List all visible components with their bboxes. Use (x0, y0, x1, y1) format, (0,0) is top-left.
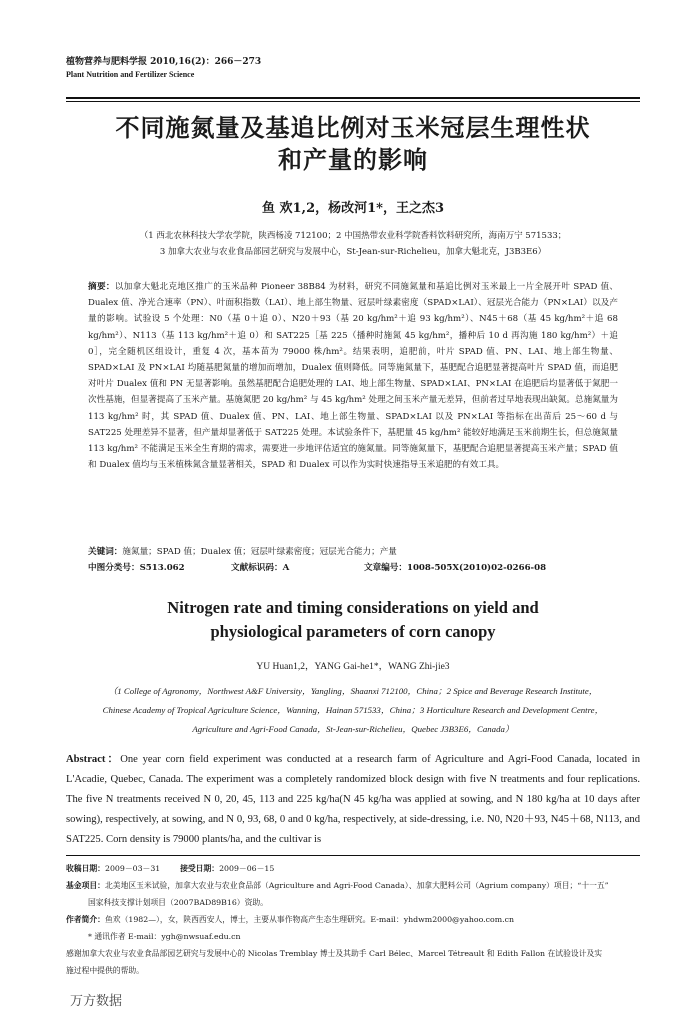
author-bio-label: 作者简介： (66, 915, 105, 924)
header-rule-thin (66, 101, 640, 102)
acknowledgement-2: 施过程中提供的帮助。 (66, 966, 144, 975)
fund-text-2: 国家科技支撑计划项目（2007BAD89B16）资助。 (88, 898, 268, 907)
abstract-en (66, 750, 640, 850)
journal-header (66, 56, 640, 81)
abstract-en-text: One year corn field experiment was conducted at a research farm of Agriculture and Agri-Food Canada, located in L'Acadie, Quebec, Canada. The experiment was a completely randomized block design with five N treatments and four replications. The five N treatments received N 0, 20, 45, 113 and 225 kg/ha(N 45 kg/ha was applied at sowing, and N 180 kg/ha at 10 days after sowing), respectively, at sowing, and N 0, 93, 68, 0 and 0 kg/ha, respectively, at side-dressing, i.e. N0, N20＋93, N45＋68, N113, and SAT225. Corn density is 79000 plants/ha, and the cultivar is (66, 754, 641, 845)
abstract-cn-text: 以加拿大魁北克地区推广的玉米品种 Pioneer 38B84 为材料，研究不同施氮量和基追比例对玉米最上一片全展开叶 SPAD 值、Dualex 值、净光合速率（PN）、叶面积指数（LAI）、地上部生物量、冠层叶绿素密度（SPAD×LAI）、冠层光合能力（PN×LAI）以及产量的影响。试验设 5 个处理：N0（基 0＋追 0）、N20＋93（基 20 kg/hm²＋追 93 kg/hm²）、N45＋68（基 45 kg/hm²＋追 68 kg/hm²）、N113（基 113 kg/hm²＋追 0）和 SAT225［基 225（播种时施氮 45 kg/hm²，播种后 10 d 再沟施 180 kg/hm²）＋追 0］，完全随机区组设计，重复 4 次，基本苗为 79000 株/hm²。结果表明，追肥前，叶片 SPAD 值、PN、LAI、地上部生物量、SPAD×LAI 及 PN×LAI 均随基肥氮量的增加而增加，Dualex 值则降低。同等施氮量下，基肥配合追肥显著提高叶片 SPAD 值，而追肥对叶片 Dualex 值和 PN 无显著影响。虽然基肥配合追肥处理的 LAI、地上部生物量、SPAD×LAI、PN×LAI 在追肥后均显著低于氮肥一次性基施，但显著提高了玉米产量。基施氮肥 20 kg/hm² 与 45 kg/hm² 处理之间玉米产量无差异，但前者过早地表现出缺氮。总施氮量为 113 kg/hm² 时，其 SPAD 值、Dualex 值、PN、LAI、地上部生物量、SPAD×LAI 以及 PN×LAI 等指标在出苗后 25～60 d 与 SAT225 处理差异不显著，但产量却显著低于 SAT225 处理。本试验条件下，基肥量 45 kg/hm² 能较好地满足玉米前期生长，但总施氮量 113 kg/hm² 不能满足玉米全生育期的需求，需要进一步地评估适宜的施氮量。同等施氮量下，基肥配合追肥显著提高玉米产量；SPAD 值和 Dualex 值均与玉米植株氮含量显著相关，SPAD 和 Dualex 可以作为实时快速指导玉米追肥的有效工具。 (88, 282, 618, 471)
author-bio-line (66, 911, 640, 928)
author-bio-text: 鱼欢（1982—），女，陕西西安人，博士，主要从事作物高产生态生理研究。E-mail：yhdwm2000@yahoo.com.cn (104, 915, 514, 924)
footnote-rule (66, 855, 640, 856)
journal-line-cn: 植物营养与肥料学报 2010,16(2)：266－273 (66, 57, 262, 67)
header-rule-thick (66, 97, 640, 99)
abstract-cn-label: 摘要： (88, 282, 115, 292)
document-code: 文献标识码：A (231, 563, 290, 573)
keywords-cn-label: 关键词： (88, 547, 123, 557)
affiliation-cn-line2: 3 加拿大农业与农业食品部园艺研究与发展中心，St-Jean-sur-Richelieu，加拿大魁北克，J3B3E6） (159, 247, 547, 257)
fund-label: 基金项目： (66, 881, 105, 890)
title-en (66, 596, 640, 644)
keywords-cn-text: 施氮量；SPAD 值；Dualex 值；冠层叶绿素密度；冠层光合能力；产量 (122, 547, 397, 557)
authors-en: YU Huan1,2，YANG Gai-he1*，WANG Zhi-jie3 (256, 662, 450, 672)
abstract-cn (88, 279, 618, 473)
fund-text-1: 北美地区玉米试验，加拿大农业与农业食品部（Agriculture and Agri-Food Canada）、加拿大肥料公司（Agrium company）项目；“十一五” (104, 881, 609, 890)
dates-line (66, 860, 640, 877)
affiliation-en-line3: Agriculture and Agri-Food Canada，St-Jean-sur-Richelieu，Quebec J3B3E6，Canada） (192, 724, 514, 734)
acknowledgement-1: 感谢加拿大农业与农业食品部园艺研究与发展中心的 Nicolas Tremblay 博士及其助手 Carl Bélec、Marcel Tétreault 和 Edith Fallon 在试验设计及实 (66, 949, 603, 958)
keywords-cn (88, 544, 618, 560)
affiliations-cn (80, 228, 626, 260)
title-en-line1: Nitrogen rate and timing considerations on yield and (167, 598, 539, 617)
journal-line-en: Plant Nutrition and Fertilizer Science (66, 70, 195, 79)
article-number: 文章编号：1008-505X(2010)02-0266-08 (364, 563, 547, 573)
affiliations-en (66, 682, 640, 739)
received-label: 收稿日期： (66, 864, 105, 873)
accepted-date: 2009－06－15 (219, 864, 275, 873)
corresponding-author: * 通讯作者 E-mail：ygh@nwsuaf.edu.cn (88, 932, 241, 941)
classification-cn (88, 560, 618, 576)
watermark: 万方数据 (70, 994, 123, 1009)
affiliation-cn-line1: （1 西北农林科技大学农学院，陕西杨凌 712100；2 中国热带农业科学院香料饮料研究所，海南万宁 571533； (139, 231, 567, 241)
authors-cn: 鱼 欢1,2，杨改河1*，王之杰3 (261, 201, 445, 216)
footnotes (66, 860, 640, 979)
title-cn-line2: 和产量的影响 (278, 145, 428, 174)
accepted-label: 接受日期： (180, 864, 220, 873)
title-cn (66, 112, 640, 176)
fund-line (66, 877, 640, 894)
affiliation-en-line1: （1 College of Agronomy，Northwest A&F University，Yangling，Shaanxi 712100，China；2 Spice and Beverage Research Institute， (108, 686, 598, 696)
received-date: 2009－03－31 (104, 864, 161, 873)
affiliation-en-line2: Chinese Academy of Tropical Agriculture Science，Wanning，Hainan 571533，China；3 Horticulture Research and Development Centre， (102, 705, 604, 715)
title-en-line2: physiological parameters of corn canopy (210, 622, 496, 641)
abstract-en-label: Abstract： (66, 754, 121, 765)
title-cn-line1: 不同施氮量及基追比例对玉米冠层生理性状 (115, 113, 591, 142)
clc-number: 中图分类号：S513.062 (88, 563, 185, 573)
